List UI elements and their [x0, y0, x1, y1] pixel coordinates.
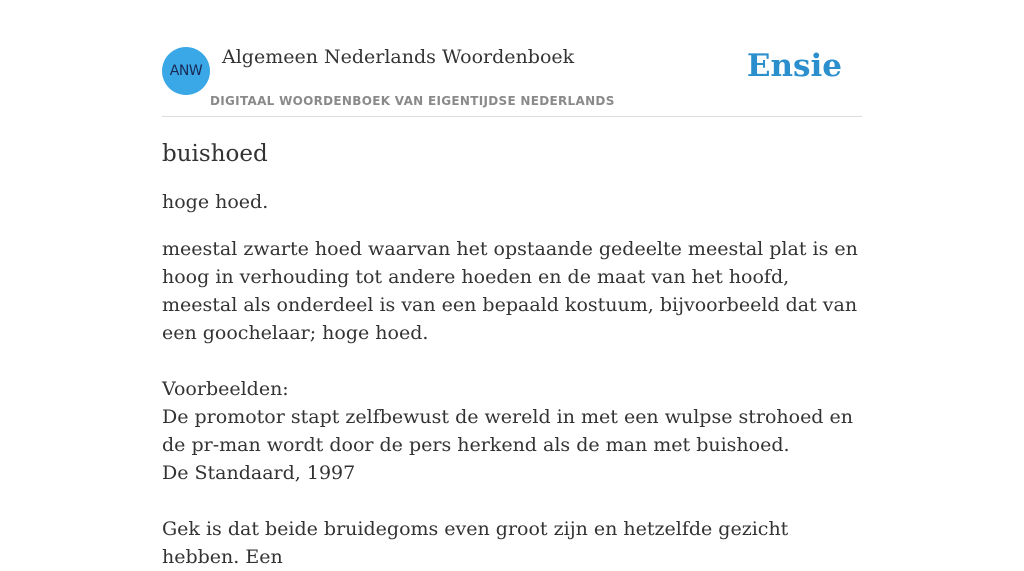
example-text: De promotor stapt zelfbewust de wereld in met een wulpse strohoed en de pr-man wordt door de pers herkend als de man met buishoed.: [162, 406, 853, 456]
site-title[interactable]: Algemeen Nederlands Woordenboek: [222, 46, 575, 68]
spacer: [162, 487, 862, 515]
headword: buishoed: [162, 141, 268, 167]
spacer: [162, 347, 862, 375]
site-subtitle: DIGITAAL WOORDENBOEK VAN EIGENTIJDSE NEDERLANDS: [210, 94, 615, 108]
examples-label: Voorbeelden:: [162, 378, 289, 400]
short-definition: hoge hoed.: [162, 191, 269, 213]
ensie-brand-logo[interactable]: Ensie: [746, 48, 842, 84]
example-source: De Standaard, 1997: [162, 462, 356, 484]
anw-logo[interactable]: ANW: [162, 47, 210, 95]
site-header: [162, 40, 862, 117]
definition-block: [162, 235, 862, 571]
entry-content: [162, 138, 862, 571]
example-text: Gek is dat beide bruidegoms even groot zijn en hetzelfde gezicht hebben. Een: [162, 518, 789, 568]
definition-text: meestal zwarte hoed waarvan het opstaande gedeelte meestal plat is en hoog in verhouding tot andere hoeden en de maat van het hoofd, meestal als onderdeel is van een bepaald kostuum, bijvoorbeeld dat van een goochelaar; hoge hoed.: [162, 238, 858, 344]
